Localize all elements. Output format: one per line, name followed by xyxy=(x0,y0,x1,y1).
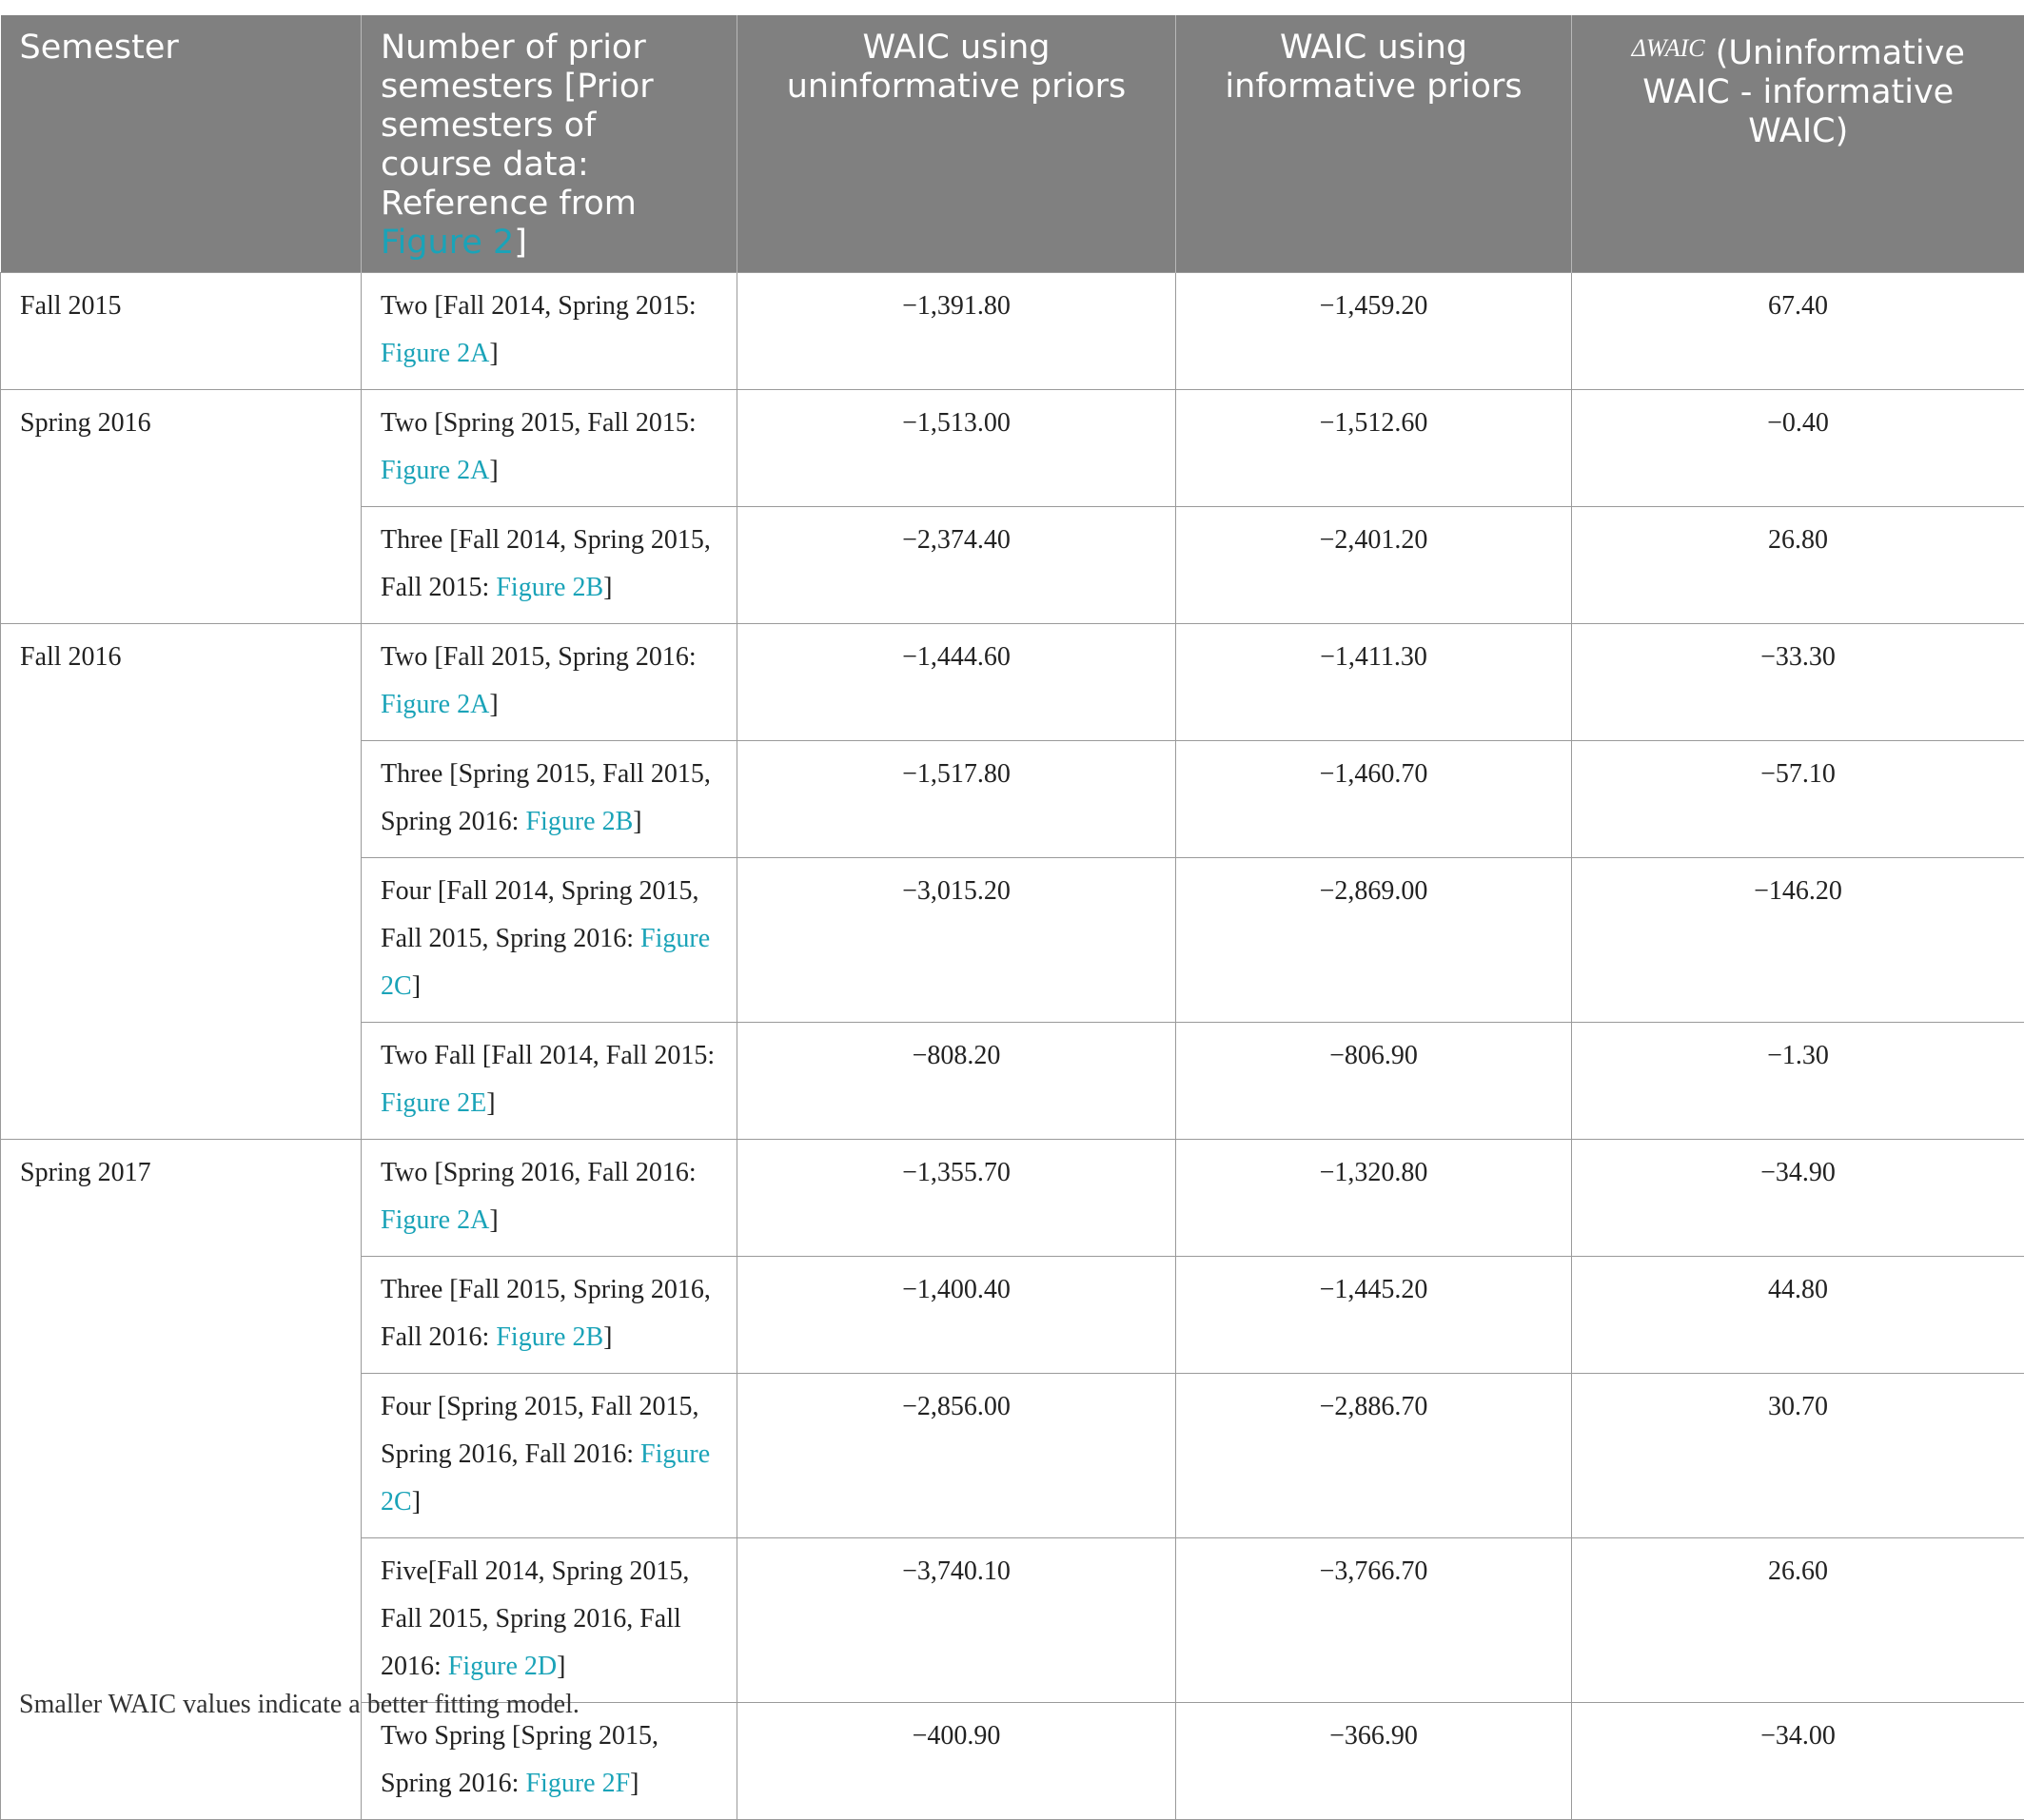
waic-informative-cell: −1,459.20 xyxy=(1176,273,1572,390)
waic-uninformative-cell: −2,374.40 xyxy=(737,507,1176,624)
waic-uninformative-cell: −1,355.70 xyxy=(737,1140,1176,1257)
prior-semesters-cell xyxy=(362,858,737,1023)
prior-semesters-cell xyxy=(362,741,737,858)
table-header xyxy=(1,15,2024,273)
prior-semesters-cell xyxy=(362,1140,737,1257)
prior-semesters-close: ] xyxy=(630,1769,639,1798)
figure-2-link[interactable]: Figure 2 xyxy=(381,224,514,262)
figure-ref-link[interactable]: Figure 2F xyxy=(525,1769,630,1798)
waic-uninformative-cell: −1,391.80 xyxy=(737,273,1176,390)
header-prior-semesters xyxy=(362,15,737,273)
semester-cell: Spring 2017 xyxy=(1,1140,362,1820)
prior-semesters-text: Two [Spring 2016, Fall 2016: xyxy=(381,1158,697,1187)
header-semester: Semester xyxy=(1,15,362,273)
waic-uninformative-cell: −3,015.20 xyxy=(737,858,1176,1023)
prior-semesters-cell xyxy=(362,1538,737,1703)
delta-waic-cell: −34.90 xyxy=(1572,1140,2024,1257)
prior-semesters-close: ] xyxy=(633,807,641,836)
prior-semesters-text: Two [Fall 2014, Spring 2015: xyxy=(381,291,697,321)
prior-semesters-text: Three [Spring 2015, Fall 2015, Spring 2016: xyxy=(381,759,711,836)
waic-uninformative-cell: −1,517.80 xyxy=(737,741,1176,858)
waic-informative-cell: −1,512.60 xyxy=(1176,390,1572,507)
waic-informative-cell: −2,869.00 xyxy=(1176,858,1572,1023)
delta-waic-cell: 67.40 xyxy=(1572,273,2024,390)
prior-semesters-close: ] xyxy=(489,456,498,485)
prior-semesters-close: ] xyxy=(557,1652,565,1681)
prior-semesters-cell xyxy=(362,1023,737,1140)
delta-waic-cell: 26.80 xyxy=(1572,507,2024,624)
prior-semesters-cell xyxy=(362,1257,737,1374)
prior-semesters-cell xyxy=(362,390,737,507)
prior-semesters-close: ] xyxy=(603,573,612,602)
prior-semesters-text: Five[Fall 2014, Spring 2015, Fall 2015, Spring 2016, Fall 2016: xyxy=(381,1556,689,1681)
figure-ref-link[interactable]: Figure 2B xyxy=(496,1322,603,1352)
prior-semesters-cell xyxy=(362,624,737,741)
table-row xyxy=(1,273,2024,390)
waic-uninformative-cell: −3,740.10 xyxy=(737,1538,1176,1703)
delta-symbol: ΔWAIC xyxy=(1632,34,1705,62)
header-uninformative: WAIC using uninformative priors xyxy=(737,15,1176,273)
prior-semesters-text: Two Fall [Fall 2014, Fall 2015: xyxy=(381,1041,715,1070)
waic-uninformative-cell: −1,513.00 xyxy=(737,390,1176,507)
waic-informative-cell: −806.90 xyxy=(1176,1023,1572,1140)
waic-informative-cell: −366.90 xyxy=(1176,1703,1572,1820)
figure-ref-link[interactable]: Figure 2E xyxy=(381,1088,486,1118)
figure-ref-link[interactable]: Figure 2B xyxy=(496,573,603,602)
waic-informative-cell: −1,445.20 xyxy=(1176,1257,1572,1374)
figure-ref-link[interactable]: Figure 2C xyxy=(381,1439,710,1517)
prior-semesters-close: ] xyxy=(412,1487,421,1517)
delta-waic-cell: 26.60 xyxy=(1572,1538,2024,1703)
table-row xyxy=(1,624,2024,741)
delta-waic-cell: −33.30 xyxy=(1572,624,2024,741)
delta-waic-cell: −146.20 xyxy=(1572,858,2024,1023)
delta-waic-cell: −34.00 xyxy=(1572,1703,2024,1820)
header-prior-close: ] xyxy=(514,224,527,262)
semester-cell: Fall 2016 xyxy=(1,624,362,1140)
prior-semesters-close: ] xyxy=(489,339,498,368)
delta-waic-cell: 30.70 xyxy=(1572,1374,2024,1538)
table-footnote: Smaller WAIC values indicate a better fitting model. xyxy=(19,1690,580,1720)
header-delta xyxy=(1572,15,2024,273)
waic-table xyxy=(0,15,2024,1820)
semester-cell: Spring 2016 xyxy=(1,390,362,624)
prior-semesters-text: Three [Fall 2014, Spring 2015, Fall 2015: xyxy=(381,525,711,602)
waic-informative-cell: −1,411.30 xyxy=(1176,624,1572,741)
table-container xyxy=(0,15,2024,1820)
waic-uninformative-cell: −2,856.00 xyxy=(737,1374,1176,1538)
header-informative: WAIC using informative priors xyxy=(1176,15,1572,273)
prior-semesters-text: Four [Fall 2014, Spring 2015, Fall 2015, Spring 2016: xyxy=(381,876,698,953)
figure-ref-link[interactable]: Figure 2A xyxy=(381,456,489,485)
figure-ref-link[interactable]: Figure 2C xyxy=(381,924,710,1001)
figure-ref-link[interactable]: Figure 2D xyxy=(448,1652,557,1681)
prior-semesters-close: ] xyxy=(489,1205,498,1235)
prior-semesters-close: ] xyxy=(486,1088,495,1118)
figure-ref-link[interactable]: Figure 2B xyxy=(525,807,633,836)
header-prior-text: Number of prior semesters [Prior semesters of course data: Reference from xyxy=(381,29,654,223)
delta-waic-cell: −0.40 xyxy=(1572,390,2024,507)
waic-uninformative-cell: −1,444.60 xyxy=(737,624,1176,741)
figure-ref-link[interactable]: Figure 2A xyxy=(381,1205,489,1235)
delta-waic-cell: 44.80 xyxy=(1572,1257,2024,1374)
prior-semesters-cell xyxy=(362,273,737,390)
prior-semesters-close: ] xyxy=(412,971,421,1001)
waic-uninformative-cell: −1,400.40 xyxy=(737,1257,1176,1374)
prior-semesters-text: Two [Fall 2015, Spring 2016: xyxy=(381,642,697,672)
waic-uninformative-cell: −400.90 xyxy=(737,1703,1176,1820)
delta-waic-cell: −1.30 xyxy=(1572,1023,2024,1140)
prior-semesters-text: Two Spring [Spring 2015, Spring 2016: xyxy=(381,1721,658,1798)
header-delta-text: (Uninformative WAIC - informative WAIC) xyxy=(1642,34,1965,150)
figure-ref-link[interactable]: Figure 2A xyxy=(381,339,489,368)
prior-semesters-close: ] xyxy=(603,1322,612,1352)
prior-semesters-close: ] xyxy=(489,690,498,719)
table-row xyxy=(1,1140,2024,1257)
prior-semesters-text: Four [Spring 2015, Fall 2015, Spring 2016, Fall 2016: xyxy=(381,1392,698,1469)
delta-waic-cell: −57.10 xyxy=(1572,741,2024,858)
waic-informative-cell: −2,401.20 xyxy=(1176,507,1572,624)
figure-ref-link[interactable]: Figure 2A xyxy=(381,690,489,719)
waic-uninformative-cell: −808.20 xyxy=(737,1023,1176,1140)
waic-informative-cell: −2,886.70 xyxy=(1176,1374,1572,1538)
prior-semesters-text: Three [Fall 2015, Spring 2016, Fall 2016: xyxy=(381,1275,711,1352)
prior-semesters-cell xyxy=(362,1374,737,1538)
waic-informative-cell: −1,320.80 xyxy=(1176,1140,1572,1257)
semester-cell: Fall 2015 xyxy=(1,273,362,390)
prior-semesters-text: Two [Spring 2015, Fall 2015: xyxy=(381,408,697,438)
waic-informative-cell: −3,766.70 xyxy=(1176,1538,1572,1703)
table-body xyxy=(1,273,2024,1820)
prior-semesters-cell xyxy=(362,507,737,624)
table-row xyxy=(1,390,2024,507)
waic-informative-cell: −1,460.70 xyxy=(1176,741,1572,858)
